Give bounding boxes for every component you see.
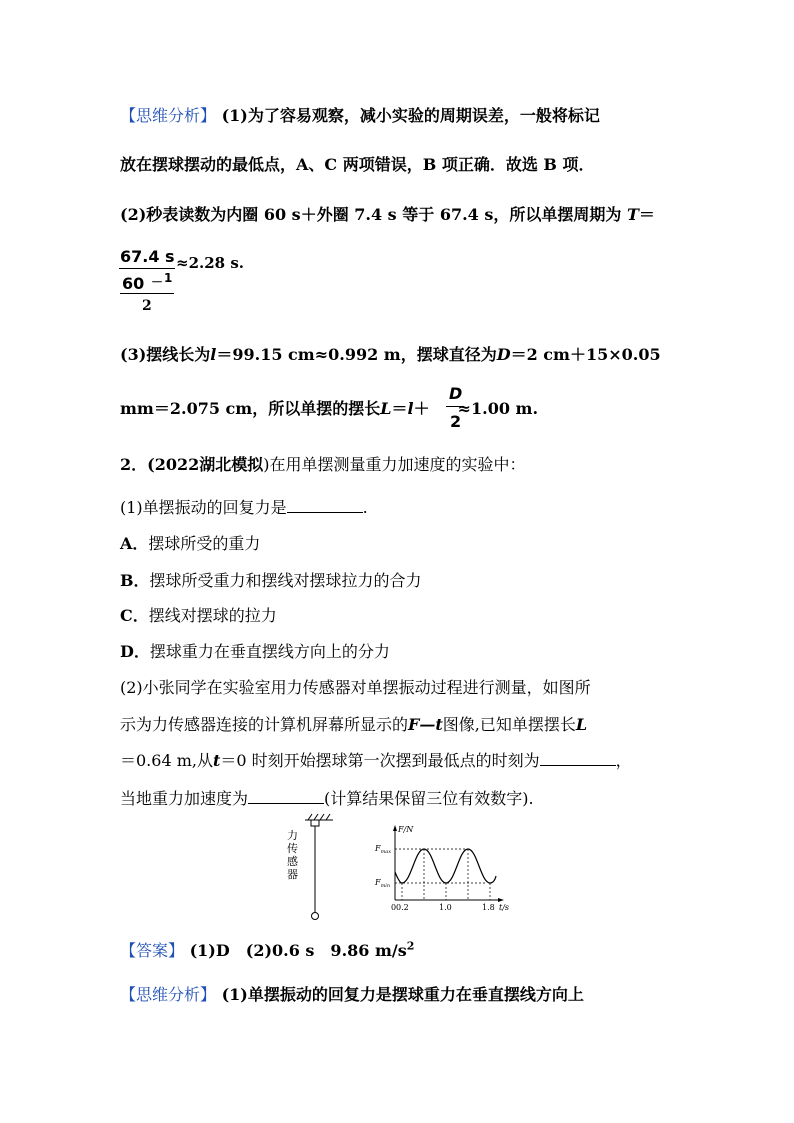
t-var: t [212,751,221,770]
sub1-end: . [362,498,368,517]
analysis2-text: (1)单摆振动的回复力是摆球重力在垂直摆线方向上 [221,985,584,1004]
option-b [120,568,422,591]
option-d [120,639,390,662]
force-curve [395,849,496,883]
option-a [120,531,260,554]
var-l2: l [407,399,414,418]
gravity-blank[interactable] [248,789,324,804]
x-axis-label: t/s [499,903,510,912]
option-c [120,603,277,626]
fmax-sub: max [380,849,392,855]
opt-key: A． [120,534,149,553]
frac-den-minus: － [151,275,164,289]
frac2-bar [446,406,464,407]
answer-line [120,938,414,961]
answer-text: (1)D (2)0.6 s 9.86 m/s [189,941,407,960]
analysis1-text3: (2)秒表读数为内圈 60 s＋外圈 7.4 s 等于 67.4 s，所以单摆周期为 [120,205,622,224]
ceiling-mount [305,814,333,826]
l4b: ＝99.15 cm≈0.992 m，摆球直径为 [216,345,497,364]
sensor-char-1: 力 [287,829,298,842]
opt-key: D． [120,642,150,661]
analysis2-line1 [120,982,584,1005]
origin-label: 0 [391,903,397,912]
sensor-char-4: 器 [287,868,298,881]
x-tick-0.2: 0.2 [396,903,409,912]
l5d: ≈1.00 m. [457,399,539,418]
s2l3b: ＝0 时刻开始摆球第一次摆到最低点的时刻为 [220,751,540,770]
opt-text: 摆球所受的重力 [148,534,261,553]
x-tick-1.8: 1.8 [482,903,495,912]
frac-den-small-den: 2 [142,298,152,314]
frac-den-small-num: 1 [164,271,173,285]
ft-graph [374,825,509,912]
frac-result: ≈2.28 s. [176,254,244,272]
analysis1-text1: (1)为了容易观察，减小实验的周期误差，一般将标记 [221,106,600,125]
period-var: T [626,205,639,224]
analysis1-line4 [120,342,661,365]
analysis1-line3 [120,202,655,225]
s2l2a: 示为力传感器连接的计算机屏幕所显示的 [120,715,409,734]
opt-key: B． [120,571,150,590]
pendulum-bob [312,913,319,920]
q2-num: 2． [120,455,148,474]
answer-tag: 【答案】 [120,941,185,960]
s2l2b: 图像,已知单摆摆长 [442,715,576,734]
ft-var: F—t [408,715,443,734]
x-arrow [498,898,504,902]
q2-source: (2022 [147,455,200,474]
y-axis-label: F/N [398,825,414,834]
analysis1-line1 [120,103,600,126]
time-blank[interactable] [540,751,616,766]
s2l3a: ＝0.64 m,从 [120,751,213,770]
sensor-label [287,828,298,881]
opt-text: 摆球重力在垂直摆线方向上的分力 [149,642,390,661]
question2-sub1 [120,495,368,518]
s2l4a: 当地重力加速度为 [120,789,249,808]
l5b: ＝ [391,399,408,418]
fmin-sub: min [380,883,391,889]
opt-text: 摆线对摆球的拉力 [148,606,277,625]
l5c: ＋ [413,399,430,418]
opt-text: 摆球所受重力和摆线对摆球拉力的合力 [149,571,422,590]
l5a: mm＝2.075 cm，所以单摆的摆长 [120,399,381,418]
fmax-F: F [375,844,381,853]
var-l: l [210,345,217,364]
analysis1-line5 [120,396,538,419]
frac2-num: D [449,384,463,403]
question2-sub2-l2 [120,712,587,735]
answer-sup: 2 [406,939,415,953]
L-var: L [575,715,588,734]
frac-bar [119,268,175,269]
fmin-F: F [375,878,381,887]
equals: ＝ [638,205,655,224]
l4c: ＝2 cm＋15×0.05 [510,345,661,364]
question2-stem [120,452,526,475]
q2-stem-text: )在用单摆测量重力加速度的实验中： [263,455,526,474]
sensor-char-3: 感 [287,855,298,868]
opt-key: C． [120,606,149,625]
sub1-text: (1)单摆振动的回复力是 [120,498,287,517]
analysis2-tag: 【思维分析】 [120,985,217,1004]
s2l4b: (计算结果保留三位有效数字). [324,789,534,808]
var-L: L [380,399,392,418]
frac-den-main: 60 [122,274,145,293]
q2-source-bold: 湖北模拟 [199,455,264,474]
frac-small-bar [120,293,174,294]
y-arrow [393,825,397,831]
s2l3c: ， [615,751,632,770]
frac-numerator: 67.4 s [120,247,175,266]
pendulum-figure [275,812,515,930]
x-tick-1.0: 1.0 [439,903,452,912]
question2-sub2-l4 [120,786,534,809]
var-D: D [496,345,511,364]
question2-sub2-l1: (2)小张同学在实验室用力传感器对单摆振动过程进行测量，如图所 [120,678,591,697]
question2-sub2-l3 [120,748,632,771]
fmax-label [374,844,391,855]
frac2-den: 2 [450,412,462,431]
sensor-char-2: 传 [287,842,298,855]
fmin-label [374,878,390,889]
sub1-blank[interactable] [287,498,363,513]
l4a: (3)摆线长为 [120,345,211,364]
analysis1-line2: 放在摆球摆动的最低点，A、C 两项错误，B 项正确．故选 B 项． [120,155,595,174]
analysis-tag: 【思维分析】 [120,106,217,125]
